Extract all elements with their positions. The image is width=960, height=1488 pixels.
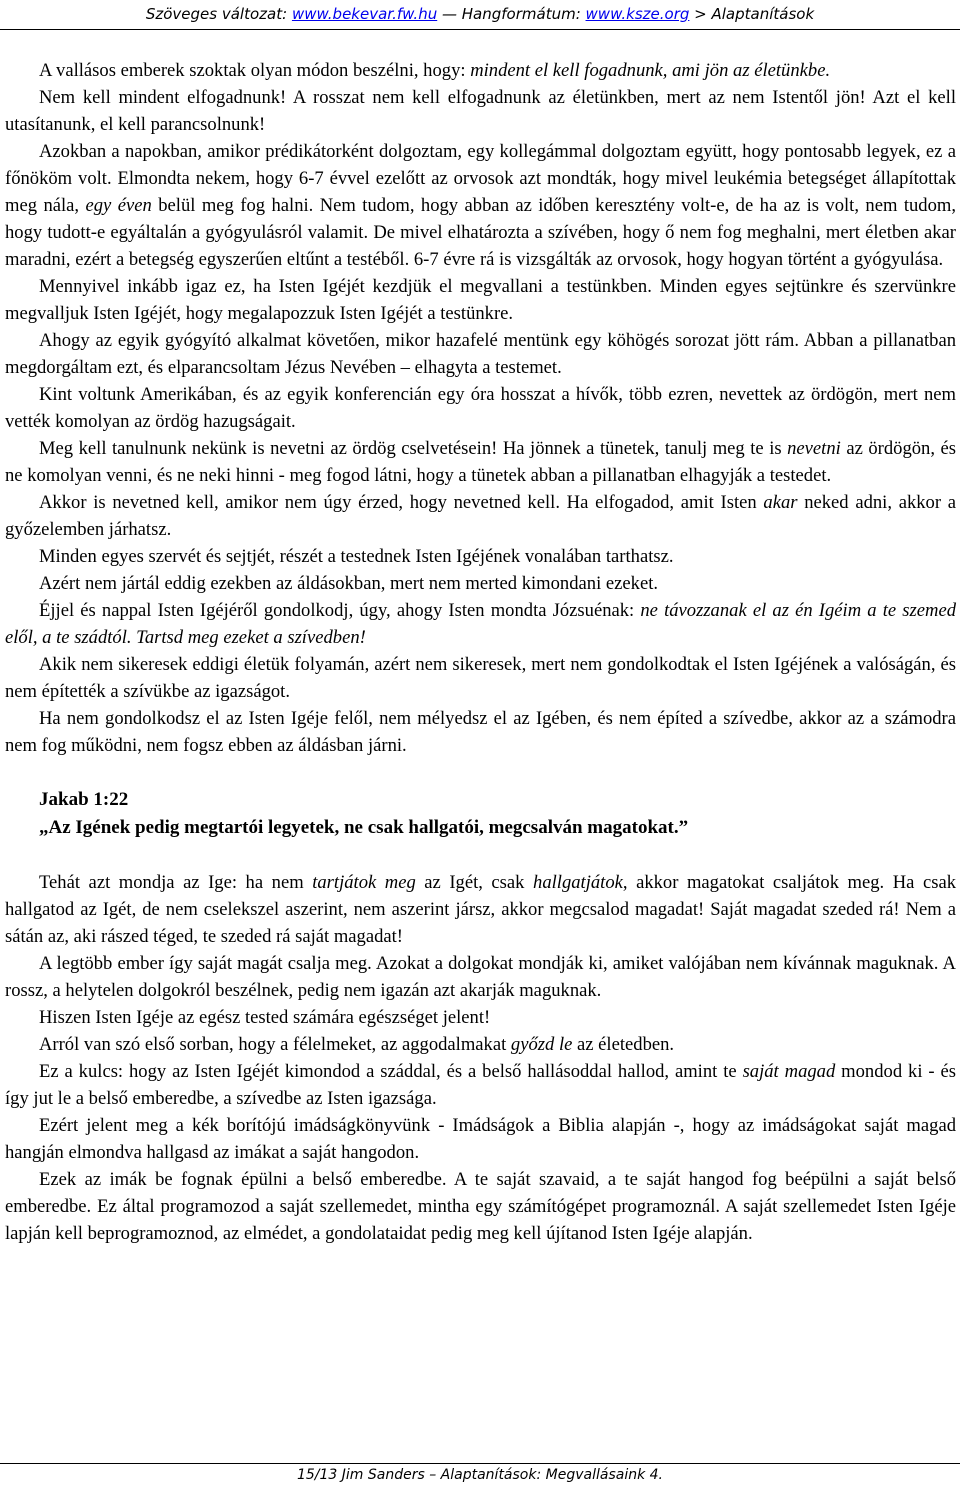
paragraph xyxy=(5,57,956,84)
paragraph xyxy=(5,489,956,543)
text-run: A vallásos emberek szoktak olyan módon beszélni, hogy: xyxy=(39,60,471,81)
paragraph xyxy=(5,1112,956,1166)
text-run: Akik nem sikeresek eddigi életük folyamán, azért nem sikeresek, mert nem gondolkodtak el Isten Igéjének a valóságán, és nem építették a szívükbe az igazságot. xyxy=(5,654,956,702)
paragraph xyxy=(5,570,956,597)
text-run: Mennyivel inkább igaz ez, ha Isten Igéjét kezdjük el megvallani a testünkben. Minden egyes sejtünkre és szervünkre megvalljuk Isten Igéjét, hogy megalapozzuk Isten Igéjét a testünkre. xyxy=(5,276,956,324)
page-header xyxy=(0,5,960,23)
text-run: Éjjel és nappal Isten Igéjéről gondolkodj, úgy, ahogy Isten mondta Józsuénak: xyxy=(39,600,641,621)
italic-text: akar xyxy=(763,492,798,513)
italic-text: nevetni xyxy=(787,438,841,459)
paragraph xyxy=(5,273,956,327)
text-run: az ördögön, és ne komolyan venni, és ne neki hinni - meg fogod látni, hogy a tünetek abban a pillanatban elhagyják a testedet. xyxy=(5,438,957,486)
paragraph-group-2 xyxy=(5,869,956,1247)
paragraph xyxy=(5,327,956,381)
paragraph xyxy=(5,950,956,1004)
text-run: Ezért jelent meg a kék borítójú imádságkönyvünk - Imádságok a Biblia alapján -, hogy az imádságokat saját magad hangján elmondva hallgasd az imákat a saját hangodon. xyxy=(5,1115,956,1163)
text-run: Ez a kulcs: hogy az Isten Igéjét kimondod a száddal, és a belső hallásoddal hallod, amint te xyxy=(39,1061,743,1082)
text-run: Ezek az imák be fognak épülni a belső emberedbe. A te saját szavaid, a te saját hangod fog beépülni a saját belső emberedbe. Ez által programozod a saját szellemedet, mintha egy számítógépet programoznál. A saját szellemedet Isten Igéje lapján kell beprogramoznod, az elmédet, a gondolataidat pedig meg kell újítanod Isten Igéje alapján. xyxy=(5,1169,956,1244)
text-run: Tehát azt mondja az Ige: ha nem xyxy=(39,872,313,893)
verse-reference: Jakab 1:22 xyxy=(39,789,129,810)
text-run: az Igét, csak xyxy=(415,872,534,893)
paragraph xyxy=(5,435,956,489)
text-run: Ahogy az egyik gyógyító alkalmat követően, mikor hazafelé mentünk egy köhögés sorozat jött rám. Abban a pillanatban megdorgáltam ezt, és elparancsoltam Jézus Nevében – elhagyta a testemet. xyxy=(5,330,956,378)
text-run: Hiszen Isten Igéje az egész tested számára egészséget jelent! xyxy=(39,1007,491,1028)
italic-text: saját magad xyxy=(742,1061,836,1082)
text-run: neked adni, akkor a győzelemben járhatsz. xyxy=(5,492,956,540)
paragraph xyxy=(5,84,956,138)
italic-text: mindent el kell fogadnunk, ami jön az életünkbe. xyxy=(470,60,831,81)
italic-text: győzd le xyxy=(510,1034,573,1055)
paragraph xyxy=(5,869,956,950)
paragraph xyxy=(5,1031,956,1058)
paragraph xyxy=(5,651,956,705)
paragraph-group-1 xyxy=(5,57,956,759)
text-run: az életedben. xyxy=(572,1034,675,1055)
text-version-label: Szöveges változat: xyxy=(145,5,288,23)
verse-text: „Az Igének pedig megtartói legyetek, ne csak hallgatói, megcsalván magatokat.” xyxy=(39,817,689,838)
audio-link[interactable]: www.ksze.org xyxy=(585,5,690,23)
paragraph xyxy=(5,1004,956,1031)
text-run: Azokban a napokban, amikor prédikátorként dolgoztam, egy kollegámmal dolgoztam együtt, hogy pontosabb legyek, ez a főnököm volt. Elmondta nekem, hogy 6-7 évvel ezelőtt az orvosok azt mondták, hogy mivel leukémia betegséget állapítottak meg nála, xyxy=(5,141,956,216)
text-run: Meg kell tanulnunk nekünk is nevetni az ördög cselvetésein! Ha jönnek a tünetek, tanulj meg te is xyxy=(39,438,788,459)
paragraph xyxy=(5,597,956,651)
text-run: Akkor is nevetned kell, amikor nem úgy érzed, hogy nevetned kell. Ha elfogadod, amit Isten xyxy=(39,492,764,513)
paragraph xyxy=(5,705,956,759)
text-version-link[interactable]: www.bekevar.fw.hu xyxy=(291,5,438,23)
paragraph xyxy=(5,543,956,570)
text-run: belül meg fog halni. Nem tudom, hogy abban az időben keresztény volt-e, de ha az is volt, nem tudom, hogy tudott-e egyáltalán a gyógyulásról valamit. De mivel elhatározta a szívében, hogy ő nem fog meghalni, mert életben akar maradni, ezért a betegség egyszerűen eltűnt a testéből. 6-7 évre rá is vizsgálták az orvosok, hogy hogyan történt a gyógyulása. xyxy=(5,195,957,270)
paragraph xyxy=(5,138,956,273)
paragraph xyxy=(5,1166,956,1247)
bible-verse-block xyxy=(5,786,956,842)
text-run: Arról van szó első sorban, hogy a félelmeket, az aggodalmakat xyxy=(39,1034,511,1055)
text-run: Kint voltunk Amerikában, és az egyik konferencián egy óra hosszat a hívők, több ezren, nevettek az ördögön, mert nem vették komolyan az ördög hazugságait. xyxy=(5,384,956,432)
text-run: mondod ki - és így jut le a belső emberedbe, a szívedbe az Isten igazsága. xyxy=(5,1061,957,1109)
text-run: Azért nem jártál eddig ezekben az áldásokban, mert nem merted kimondani ezeket. xyxy=(39,573,659,594)
italic-text: ne távozzanak el az én Igéim a te szemed elől, a te szádtól. Tartsd meg ezeket a szívedben! xyxy=(5,600,956,648)
text-run: , akkor magatokat csaljátok meg. Ha csak hallgatod az Igét, de nem cselekszel aszerint, nem aszerint jársz, akkor megcsalod magadat! Saját magadat szeded rá! Nem a sátán az, aki rászed téged, te szeded rá saját magadat! xyxy=(5,872,956,947)
document-body xyxy=(5,57,956,1247)
text-run: Ha nem gondolkodsz el az Isten Igéje felől, nem mélyedsz el az Igében, és nem építed a szívedbe, akkor az a számodra nem fog működni, nem fogsz ebben az áldásban járni. xyxy=(5,708,956,756)
audio-label: Hangformátum: xyxy=(461,5,581,23)
paragraph xyxy=(5,381,956,435)
paragraph xyxy=(5,1058,956,1112)
text-run: A legtöbb ember így saját magát csalja meg. Azokat a dolgokat mondják ki, amiket valójában nem kívánnak maguknak. A rossz, a helytelen dolgokról beszélnek, pedig nem igazán azt akarják maguknak. xyxy=(5,953,956,1001)
italic-text: egy éven xyxy=(85,195,152,216)
section-title: Alaptanítások xyxy=(711,5,815,23)
header-divider xyxy=(0,29,960,30)
breadcrumb-separator: > xyxy=(689,5,712,23)
page-footer: 15/13 Jim Sanders – Alaptanítások: Megvallásaink 4. xyxy=(296,1467,663,1483)
header-dash: — xyxy=(437,5,462,23)
text-run: Minden egyes szervét és sejtjét, részét a testednek Isten Igéjének vonalában tarthatsz. xyxy=(39,546,674,567)
footer-divider xyxy=(0,1463,960,1464)
italic-text: hallgatjátok xyxy=(533,872,623,893)
text-run: Nem kell mindent elfogadnunk! A rosszat nem kell elfogadnunk az életünkben, mert az nem Istentől jön! Azt el kell utasítanunk, el kell parancsolnunk! xyxy=(5,87,956,135)
italic-text: tartjátok meg xyxy=(312,872,416,893)
